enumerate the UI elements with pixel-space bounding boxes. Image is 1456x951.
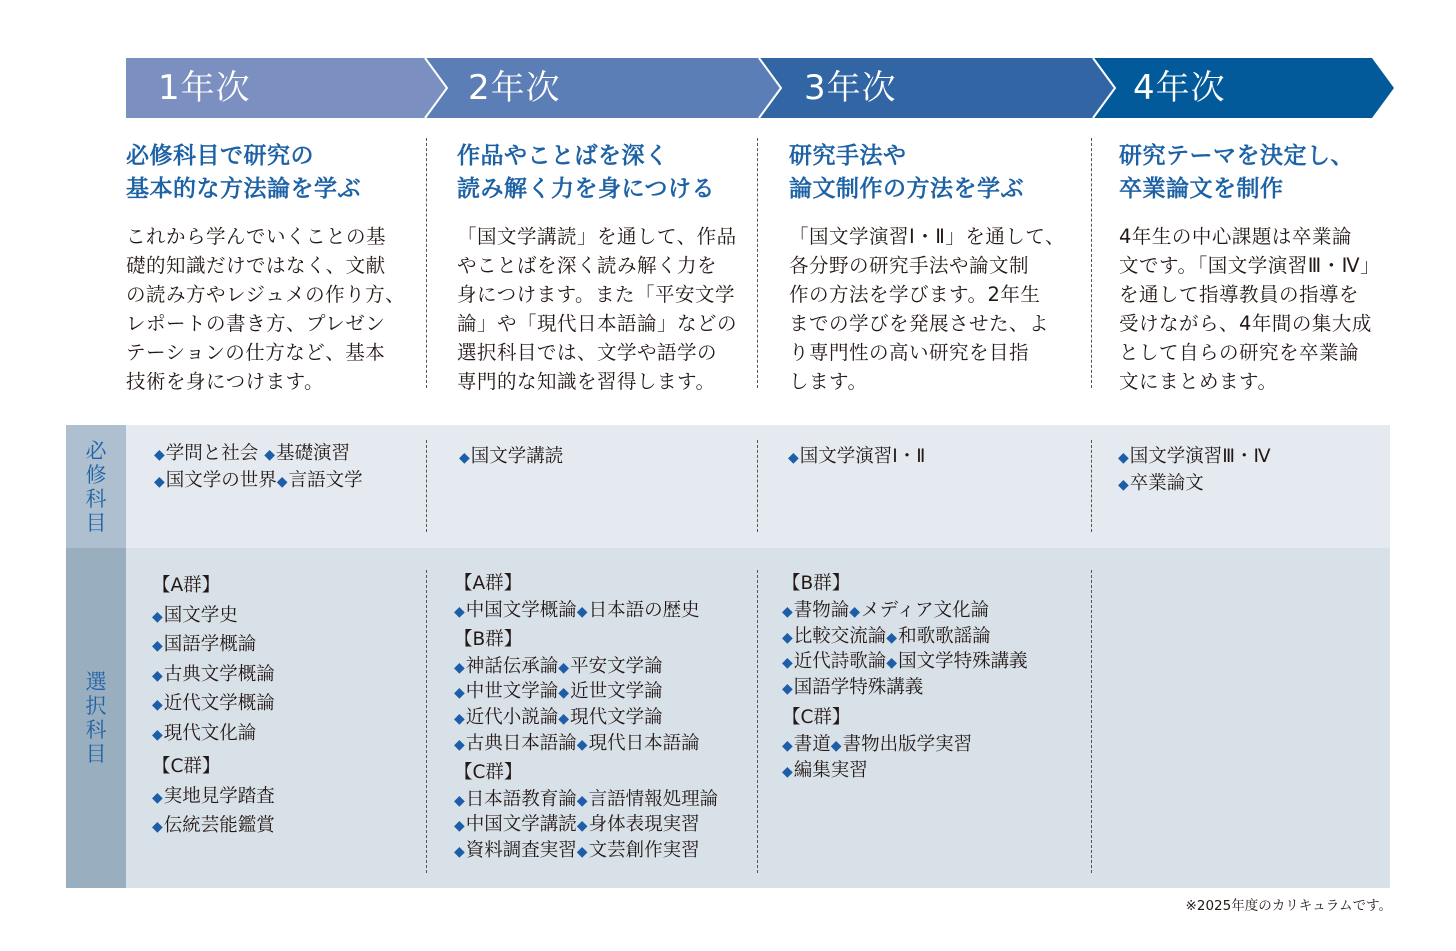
- diamond-icon: ◆: [152, 638, 163, 654]
- subject: 国語学概論: [163, 634, 257, 655]
- subject-row: [454, 655, 718, 681]
- required-year-1: [154, 441, 363, 495]
- year-1-title-line: 必修科目で研究の: [126, 143, 314, 169]
- diamond-icon: ◆: [454, 710, 465, 727]
- group-heading: 【C群】: [454, 762, 523, 784]
- diamond-icon: ◆: [576, 792, 588, 809]
- desc-line: レポートの書き方、プレゼン: [126, 312, 386, 335]
- subject-row: [152, 812, 275, 842]
- diamond-icon: ◆: [558, 710, 570, 727]
- desc-line: 文にまとめます。: [1119, 370, 1278, 393]
- subject-row: [1118, 471, 1271, 498]
- subject-row: [454, 839, 718, 865]
- subject: 現代日本語論: [588, 732, 700, 754]
- diamond-icon: ◆: [454, 603, 465, 620]
- year-2-title-line: 読み解く力を身につける: [457, 176, 716, 202]
- desc-line: の読み方やレジュメの作り方、: [126, 283, 406, 306]
- subject: 書道: [793, 733, 831, 755]
- label-char: 科: [85, 718, 107, 742]
- subject: 伝統芸能鑑賞: [163, 815, 275, 836]
- subject: 現代文化論: [163, 722, 257, 744]
- diamond-icon: ◆: [152, 667, 163, 684]
- subject-row: [782, 759, 1028, 785]
- diamond-icon: ◆: [1118, 450, 1129, 466]
- desc-line: を通して指導教員の指導を: [1119, 283, 1360, 306]
- diamond-icon: ◆: [576, 818, 588, 835]
- label-char: 科: [85, 486, 107, 511]
- label-char: 目: [85, 510, 107, 535]
- subject: 国文学演習Ⅰ・Ⅱ: [799, 446, 926, 467]
- subject: 書物論: [793, 599, 850, 621]
- diamond-icon: ◆: [152, 726, 163, 743]
- year-1-column: [126, 140, 405, 396]
- band-divider: [1091, 570, 1092, 873]
- elective-subjects-label: [66, 548, 126, 888]
- desc-line: 選択科目では、文学や語学の: [457, 341, 718, 364]
- year-3-title: [789, 140, 1065, 206]
- band-divider: [426, 440, 427, 532]
- desc-line: 4年生の中心課題は卒業論: [1119, 225, 1352, 248]
- label-char: 選: [85, 670, 107, 694]
- diamond-icon: ◆: [782, 737, 793, 754]
- desc-line: 「国文学講読」を通して、作品: [457, 225, 737, 248]
- subject-row: [454, 732, 718, 758]
- subject: 和歌歌謡論: [898, 625, 991, 647]
- subject: 国文学の世界: [165, 470, 277, 491]
- curriculum-note: ※2025年度のカリキュラムです。: [1185, 898, 1392, 914]
- subject: 日本語の歴史: [588, 599, 700, 621]
- year-3-title-line: 論文制作の方法を学ぶ: [789, 176, 1024, 202]
- group-heading: 【C群】: [782, 706, 851, 728]
- subject-row: [152, 631, 275, 661]
- subject: 卒業論文: [1129, 473, 1204, 494]
- band-divider: [1091, 440, 1092, 532]
- desc-line: 文です。「国文学演習Ⅲ・Ⅳ」: [1119, 254, 1381, 277]
- subject: 近世文学論: [570, 681, 663, 703]
- subject: 現代文学論: [570, 706, 663, 728]
- subject: 古典日本語論: [465, 732, 577, 754]
- desc-line: 礎的知識だけではなく、文献: [126, 254, 386, 277]
- group-heading: 【C群】: [152, 756, 221, 777]
- year-3-description: [789, 222, 1065, 396]
- subject: 中国文学講読: [465, 814, 577, 836]
- subject-row: [454, 706, 718, 732]
- subject: メディア文化論: [861, 599, 990, 621]
- diamond-icon: ◆: [152, 697, 163, 713]
- diamond-icon: ◆: [152, 789, 163, 806]
- band-divider: [757, 440, 758, 532]
- subject-row: [782, 650, 1028, 676]
- diamond-icon: ◆: [152, 819, 163, 835]
- year-4-description: [1119, 222, 1380, 396]
- subject-row: [454, 788, 718, 814]
- subject: 中世文学論: [465, 681, 559, 703]
- diamond-icon: ◆: [788, 450, 799, 466]
- desc-line: 技術を身につけます。: [126, 370, 325, 393]
- subject: 国語学特殊講義: [793, 677, 924, 699]
- diamond-icon: ◆: [782, 763, 793, 780]
- band-divider: [426, 570, 427, 873]
- year-1-description: [126, 222, 405, 396]
- desc-line: 作の方法を学びます。2年生: [789, 283, 1041, 306]
- subject-row: [152, 783, 275, 813]
- subject-row: [152, 661, 275, 691]
- diamond-icon: ◆: [454, 792, 465, 809]
- subject-row: [152, 720, 275, 750]
- subject-row: [152, 602, 275, 632]
- subject: 近代詩歌論: [793, 651, 887, 673]
- year-1-label: 1年次: [158, 68, 251, 108]
- subject-row: [454, 680, 718, 706]
- diamond-icon: ◆: [454, 659, 465, 676]
- subject: 言語情報処理論: [588, 788, 719, 810]
- diamond-icon: ◆: [782, 603, 793, 620]
- year-2-label: 2年次: [468, 68, 561, 108]
- subject: 中国文学概論: [465, 599, 577, 621]
- desc-line: 専門的な知識を習得します。: [457, 370, 716, 393]
- diamond-icon: ◆: [454, 818, 465, 835]
- desc-line: 論」や「現代日本語論」などの: [457, 312, 738, 335]
- desc-line: として自らの研究を卒業論: [1119, 341, 1360, 364]
- year-4-title-line: 卒業論文を制作: [1119, 176, 1284, 202]
- diamond-icon: ◆: [782, 655, 793, 672]
- subject: 編集実習: [793, 759, 868, 781]
- year-4-title-line: 研究テーマを決定し、: [1119, 143, 1354, 169]
- year-4-column: [1119, 140, 1380, 396]
- year-3-label: 3年次: [804, 68, 897, 108]
- elective-year-3: [782, 572, 1028, 784]
- diamond-icon: ◆: [558, 685, 570, 702]
- subject-row: [788, 444, 925, 471]
- subject: 国文学講読: [470, 446, 564, 467]
- desc-line: 受けながら、4年間の集大成: [1119, 312, 1372, 335]
- group-heading: 【B群】: [454, 629, 523, 651]
- subject: 国文学史: [163, 604, 238, 626]
- elective-year-1: [152, 572, 275, 842]
- group-heading: 【A群】: [454, 573, 523, 594]
- subject-row: [152, 690, 275, 720]
- group-heading: 【A群】: [152, 575, 221, 596]
- year-4-label: 4年次: [1133, 68, 1226, 108]
- desc-line: り専門性の高い研究を目指: [789, 341, 1030, 364]
- diamond-icon: ◆: [276, 474, 288, 490]
- year-3-title-line: 研究手法や: [789, 143, 907, 169]
- diamond-icon: ◆: [576, 736, 588, 753]
- desc-line: 「国文学演習Ⅰ・Ⅱ」を通して、: [789, 225, 1065, 248]
- diamond-icon: ◆: [576, 603, 588, 620]
- diamond-icon: ◆: [454, 685, 465, 702]
- subject: 書物出版学実習: [842, 733, 973, 755]
- subject: 学問と社会: [165, 443, 259, 464]
- required-year-3: [788, 444, 925, 471]
- desc-line: します。: [789, 370, 868, 393]
- column-divider: [426, 138, 427, 388]
- subject: 言語文学: [288, 470, 363, 491]
- subject: 国文学特殊講義: [898, 651, 1028, 673]
- diamond-icon: ◆: [454, 736, 465, 753]
- year-3-column: [789, 140, 1065, 396]
- subject-row: [782, 733, 1028, 759]
- diamond-icon: ◆: [886, 629, 898, 646]
- diamond-icon: ◆: [264, 447, 275, 463]
- diamond-icon: ◆: [576, 843, 588, 860]
- year-2-title: [457, 140, 737, 206]
- desc-line: やことばを深く読み解く力を: [457, 254, 718, 277]
- diamond-icon: ◆: [454, 843, 465, 860]
- subject-row: [1118, 444, 1271, 471]
- subject: 近代文学概論: [163, 693, 275, 714]
- year-1-title: [126, 140, 405, 206]
- diamond-icon: ◆: [154, 474, 165, 490]
- subject-row: [454, 599, 718, 625]
- year-2-description: [457, 222, 737, 396]
- subject-row: [154, 468, 363, 495]
- desc-line: テーションの仕方など、基本: [126, 341, 386, 364]
- subject-row: [454, 813, 718, 839]
- band-divider: [757, 570, 758, 873]
- diamond-icon: ◆: [830, 737, 842, 754]
- desc-line: 各分野の研究手法や論文制: [789, 254, 1030, 277]
- diamond-icon: ◆: [1118, 477, 1129, 493]
- subject-row: [154, 441, 363, 468]
- label-char: 修: [85, 462, 107, 487]
- subject: 神話伝承論: [465, 655, 559, 677]
- subject-row: [782, 676, 1028, 702]
- diamond-icon: ◆: [154, 447, 165, 463]
- diamond-icon: ◆: [782, 681, 793, 698]
- required-subjects-label: [66, 425, 126, 548]
- required-year-2: [459, 444, 563, 471]
- subject: 古典文学概論: [163, 663, 275, 685]
- column-divider: [1091, 138, 1092, 388]
- column-divider: [757, 138, 758, 388]
- required-year-4: [1118, 444, 1271, 498]
- subject-row: [782, 625, 1028, 651]
- year-4-title: [1119, 140, 1380, 206]
- subject: 実地見学踏査: [163, 785, 275, 807]
- subject: 日本語教育論: [465, 788, 577, 810]
- subject: 比較交流論: [793, 625, 887, 647]
- subject: 平安文学論: [570, 655, 663, 677]
- group-heading: 【B群】: [782, 573, 851, 594]
- elective-year-2: [454, 572, 718, 865]
- subject: 文芸創作実習: [588, 839, 700, 861]
- diamond-icon: ◆: [886, 655, 898, 672]
- year-2-title-line: 作品やことばを深く: [457, 143, 669, 169]
- diamond-icon: ◆: [849, 603, 861, 620]
- diamond-icon: ◆: [782, 629, 793, 646]
- subject: 基礎演習: [275, 443, 350, 464]
- desc-line: までの学びを発展させた、よ: [789, 312, 1050, 335]
- diamond-icon: ◆: [459, 450, 470, 466]
- diamond-icon: ◆: [558, 659, 570, 676]
- year-2-column: [457, 140, 737, 396]
- subject: 身体表現実習: [588, 814, 700, 836]
- desc-line: これから学んでいくことの基: [126, 225, 387, 248]
- subject-row: [459, 444, 563, 471]
- diamond-icon: ◆: [152, 608, 163, 625]
- year-1-title-line: 基本的な方法論を学ぶ: [126, 176, 361, 202]
- label-char: 目: [85, 742, 107, 766]
- subject: 資料調査実習: [465, 839, 577, 861]
- desc-line: 身につけます。また「平安文学: [457, 283, 736, 306]
- label-char: 必: [85, 438, 107, 463]
- subject-row: [782, 599, 1028, 625]
- subject: 近代小説論: [465, 706, 559, 728]
- subject: 国文学演習Ⅲ・Ⅳ: [1129, 446, 1271, 467]
- label-char: 択: [85, 694, 107, 718]
